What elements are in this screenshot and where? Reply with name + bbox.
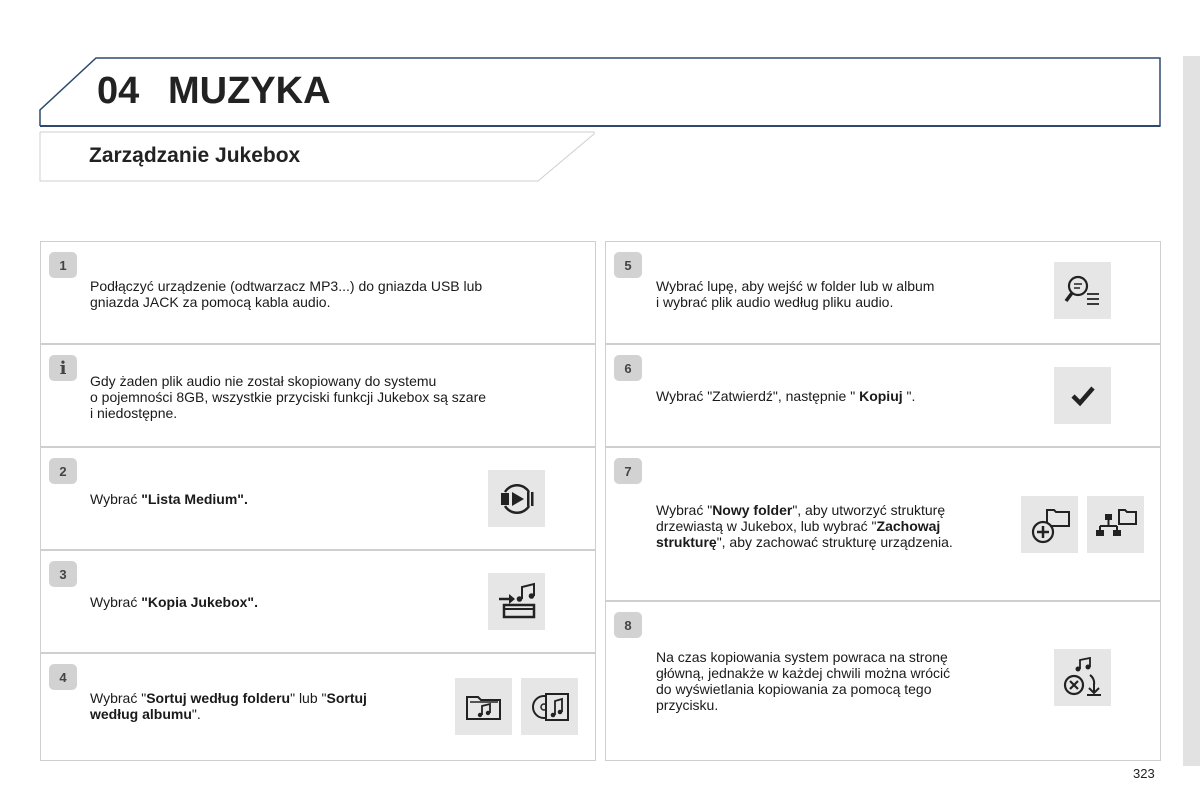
step-badge: 7 bbox=[614, 458, 642, 484]
chapter-title: MUZYKA bbox=[168, 70, 331, 112]
step-4-card bbox=[40, 653, 596, 761]
step-2-card bbox=[40, 447, 596, 550]
album-cd-icon[interactable] bbox=[521, 678, 578, 735]
checkmark-icon[interactable] bbox=[1054, 367, 1111, 424]
step-5-text: Wybrać lupę, aby wejść w folder lub w album i wybrać plik audio według pliku audio. bbox=[656, 278, 935, 310]
step-badge: 1 bbox=[49, 252, 77, 278]
step-badge: 8 bbox=[614, 612, 642, 638]
step-3-text: Wybrać "Kopia Jukebox". bbox=[90, 594, 258, 610]
folder-tree-icon[interactable] bbox=[1087, 496, 1144, 553]
step-badge: 4 bbox=[49, 664, 77, 690]
step-2-text: Wybrać "Lista Medium". bbox=[90, 491, 248, 507]
step-6-card bbox=[605, 344, 1161, 447]
play-media-icon[interactable] bbox=[488, 470, 545, 527]
step-8-card bbox=[605, 601, 1161, 761]
info-badge: i bbox=[49, 355, 77, 381]
step-badge: 2 bbox=[49, 458, 77, 484]
side-tab-bar bbox=[1183, 56, 1200, 766]
info-text: Gdy żaden plik audio nie został skopiowany do systemu o pojemności 8GB, wszystkie przyciski funkcji Jukebox są szare i niedostępne. bbox=[90, 373, 487, 421]
step-badge: 6 bbox=[614, 355, 642, 381]
copy-progress-icon[interactable] bbox=[1054, 649, 1111, 706]
section-title: Zarządzanie Jukebox bbox=[89, 144, 301, 167]
step-1-card bbox=[40, 241, 596, 344]
folder-music-icon[interactable] bbox=[455, 678, 512, 735]
step-4-text: Wybrać "Sortuj według folderu" lub "Sortuj według albumu". bbox=[90, 690, 367, 722]
magnifier-list-icon[interactable] bbox=[1054, 262, 1111, 319]
page-number: 323 bbox=[1133, 766, 1155, 781]
chapter-number: 04 bbox=[97, 70, 140, 112]
step-3-card bbox=[40, 550, 596, 653]
step-5-card bbox=[605, 241, 1161, 344]
step-7-text: Wybrać "Nowy folder", aby utworzyć strukturę drzewiastą w Jukebox, lub wybrać "Zachowaj strukturę", aby zachować strukturę urządzenia. bbox=[656, 502, 953, 550]
step-badge: 3 bbox=[49, 561, 77, 587]
copy-jukebox-icon[interactable] bbox=[488, 573, 545, 630]
info-card bbox=[40, 344, 596, 447]
step-badge: 5 bbox=[614, 252, 642, 278]
step-8-text: Na czas kopiowania system powraca na stronę główną, jednakże w każdej chwili można wrócić do wyświetlania kopiowania za pomocą tego przycisku. bbox=[656, 649, 951, 713]
new-folder-icon[interactable] bbox=[1021, 496, 1078, 553]
step-6-text: Wybrać "Zatwierdź", następnie " Kopiuj ". bbox=[656, 388, 916, 404]
step-1-text: Podłączyć urządzenie (odtwarzacz MP3...) do gniazda USB lub gniazda JACK za pomocą kabla audio. bbox=[90, 278, 483, 310]
step-7-card bbox=[605, 447, 1161, 601]
